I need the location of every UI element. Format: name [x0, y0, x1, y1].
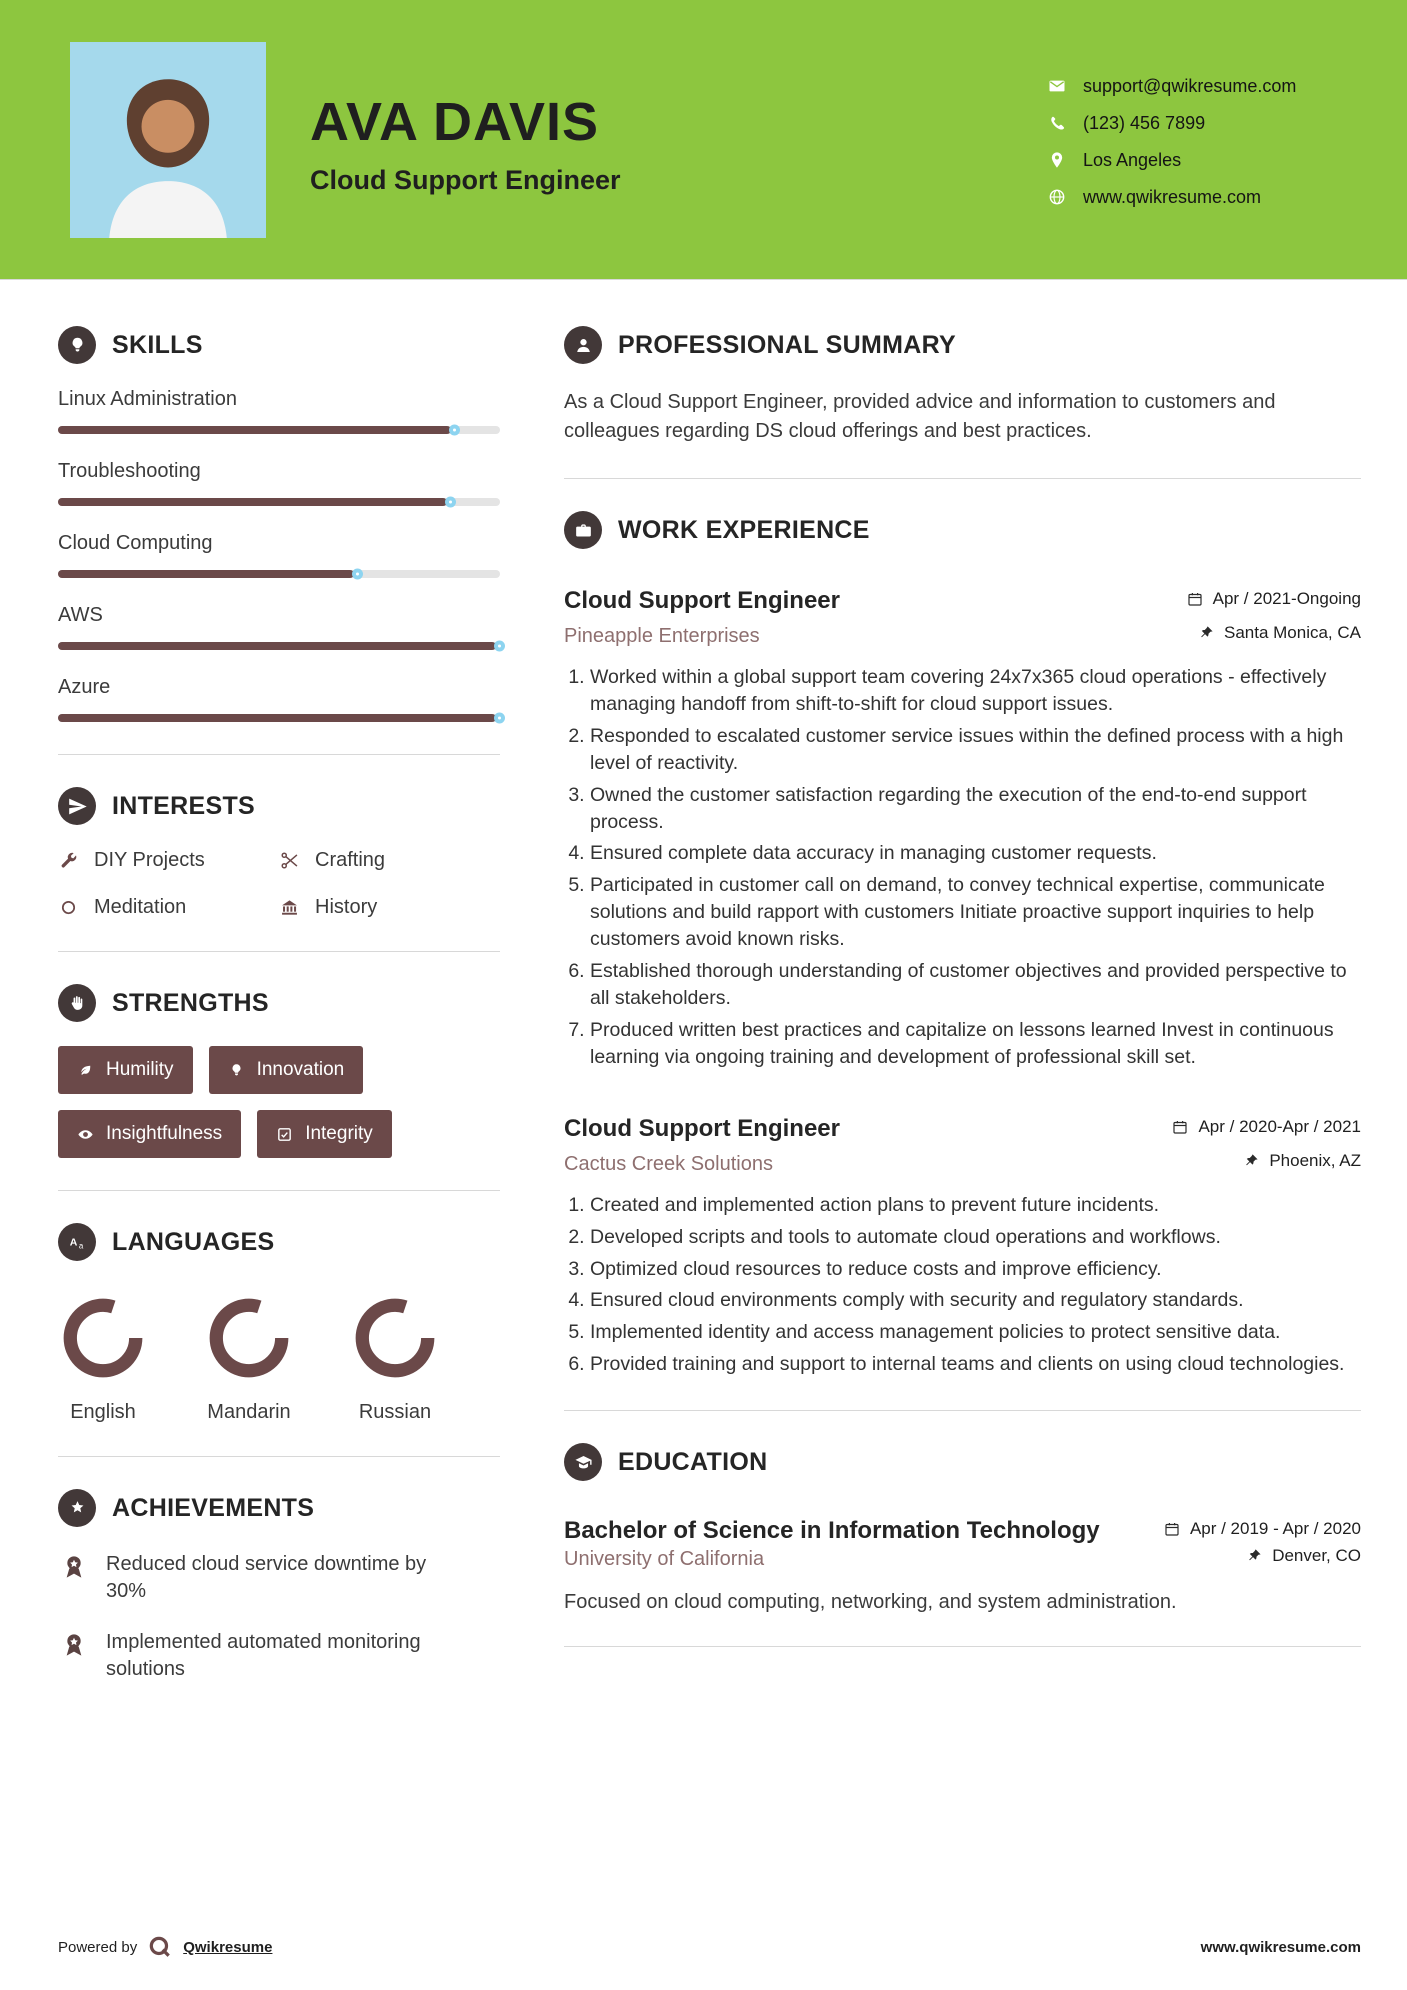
divider	[58, 1190, 500, 1191]
strengths-title: STRENGTHS	[112, 988, 269, 1017]
graduation-cap-icon	[564, 1443, 602, 1481]
job-company: Cactus Creek Solutions	[564, 1152, 773, 1175]
museum-icon	[279, 897, 300, 918]
job-location-text: Santa Monica, CA	[1223, 623, 1361, 642]
education-title: EDUCATION	[618, 1447, 768, 1476]
interest-item	[279, 896, 500, 919]
divider	[58, 754, 500, 755]
raised-hand-icon	[58, 984, 96, 1022]
skill-bar-knob	[494, 641, 505, 652]
interests-list	[58, 849, 500, 919]
language-name: Russian	[358, 1401, 432, 1423]
languages-list	[58, 1285, 500, 1424]
job-bullet: 5. Participated in customer call on demand, to convey technical expertise, communicate solutions and build rapport with customers Initiate proactive support inquiries to help customers avoid known risks.	[590, 872, 1361, 953]
job-bullet: 3. Optimized cloud resources to reduce costs and improve efficiency.	[590, 1256, 1361, 1283]
skills-list	[58, 388, 500, 722]
strength-label: Integrity	[305, 1123, 373, 1144]
contact-phone-text: (123) 456 7899	[1083, 112, 1206, 133]
svg-text:a: a	[78, 1241, 83, 1251]
job-entry	[564, 1101, 1361, 1378]
brand-link[interactable]: Qwikresume	[183, 1938, 273, 1956]
skill-bar-knob	[445, 497, 456, 508]
achievement-text: Implemented automated monitoring solutions	[106, 1631, 421, 1680]
interest-item	[279, 849, 500, 872]
education-location-text: Denver, CO	[1272, 1546, 1361, 1566]
skill-item	[58, 388, 500, 434]
skill-bar-track	[58, 498, 500, 506]
eye-icon	[77, 1126, 94, 1143]
lightbulb-icon	[228, 1062, 245, 1079]
body-columns	[0, 280, 1407, 1707]
language-donut-arc	[70, 1305, 135, 1370]
job-bullet: 2. Developed scripts and tools to automate cloud operations and workflows.	[590, 1224, 1361, 1251]
strength-label: Humility	[106, 1059, 174, 1080]
language-name: Mandarin	[207, 1401, 291, 1423]
job-location-text: Phoenix, AZ	[1269, 1150, 1361, 1170]
job-bullet: 1. Worked within a global support team covering 24x7x365 cloud operations - effectively managing handoff from shift-to-shift for cloud support issues.	[590, 664, 1361, 718]
person-name: AVA DAVIS	[310, 92, 600, 152]
skill-bar-knob	[449, 425, 460, 436]
interest-item	[58, 849, 279, 872]
profile-photo	[70, 42, 266, 238]
leaf-icon	[77, 1062, 94, 1079]
contact-website[interactable]	[1047, 187, 1347, 208]
summary-title: PROFESSIONAL SUMMARY	[618, 330, 956, 359]
education-dates	[1163, 1519, 1361, 1539]
job-location	[1242, 1151, 1361, 1171]
section-skills	[58, 326, 500, 722]
job-bullets	[564, 1192, 1361, 1378]
profile-photo-image	[70, 42, 266, 238]
skill-name: Cloud Computing	[58, 532, 213, 554]
interest-label: Meditation	[94, 896, 187, 918]
skill-item	[58, 676, 500, 722]
skill-bar-track	[58, 642, 500, 650]
skill-bar-fill	[58, 426, 451, 434]
education-dates-text: Apr / 2019 - Apr / 2020	[1189, 1519, 1361, 1539]
divider	[564, 1646, 1361, 1647]
header	[0, 0, 1407, 280]
calendar-icon	[1171, 1118, 1189, 1136]
location-pin-icon	[1047, 150, 1067, 170]
achievements-title: ACHIEVEMENTS	[112, 1493, 315, 1522]
strength-chip	[58, 1046, 193, 1094]
job-role: Cloud Support Engineer	[564, 1114, 840, 1142]
job-location	[1197, 623, 1361, 643]
language-item	[204, 1293, 294, 1424]
identity-block	[310, 83, 1003, 196]
achievements-list	[58, 1551, 500, 1683]
star-badge-icon	[58, 1489, 96, 1527]
language-item	[58, 1293, 148, 1424]
contact-website-text: www.qwikresume.com	[1083, 186, 1262, 207]
medal-icon	[58, 1551, 90, 1605]
globe-icon	[1047, 187, 1067, 207]
phone-icon	[1047, 113, 1067, 133]
language-donut-arc	[362, 1305, 427, 1370]
strengths-list	[58, 1046, 500, 1158]
section-interests	[58, 787, 500, 919]
header-job-title: Cloud Support Engineer	[310, 165, 621, 195]
ring-icon	[58, 897, 79, 918]
section-experience	[564, 511, 1361, 1378]
section-languages	[58, 1223, 500, 1424]
skill-bar-track	[58, 426, 500, 434]
skill-item	[58, 460, 500, 506]
skill-name: Azure	[58, 676, 111, 698]
strength-chip	[257, 1110, 392, 1158]
skill-bar-knob	[494, 713, 505, 724]
job-bullet: 6. Provided training and support to internal teams and clients on using cloud technologies.	[590, 1351, 1361, 1378]
contact-list	[1047, 72, 1347, 208]
footer-site-link[interactable]: www.qwikresume.com	[1200, 1938, 1361, 1956]
achievement-item	[58, 1551, 438, 1605]
strength-chip	[58, 1110, 241, 1158]
pushpin-icon	[1197, 624, 1215, 642]
skill-bar-fill	[58, 498, 447, 506]
experience-title: WORK EXPERIENCE	[618, 515, 870, 544]
language-donut-arc	[216, 1305, 281, 1370]
job-dates-text: Apr / 2020-Apr / 2021	[1198, 1116, 1361, 1136]
contact-location[interactable]	[1047, 150, 1347, 171]
pushpin-icon	[1245, 1547, 1263, 1565]
contact-email-text: support@qwikresume.com	[1083, 75, 1297, 96]
interest-label: Crafting	[315, 849, 386, 871]
job-dates	[1186, 589, 1361, 609]
lightbulb-icon	[58, 326, 96, 364]
divider	[58, 1456, 500, 1457]
wrench-icon	[58, 850, 79, 871]
section-summary	[564, 326, 1361, 446]
language-donut-chart	[350, 1293, 440, 1383]
strength-label: Innovation	[256, 1059, 345, 1080]
job-company: Pineapple Enterprises	[564, 625, 760, 647]
job-bullet: 4. Ensured cloud environments comply with security and regulatory standards.	[590, 1287, 1361, 1314]
contact-location-text: Los Angeles	[1083, 149, 1182, 170]
achievement-text: Reduced cloud service downtime by 30%	[106, 1553, 427, 1602]
skill-item	[58, 532, 500, 578]
interest-item	[58, 896, 279, 919]
skill-bar-track	[58, 570, 500, 578]
qwikresume-logo-icon	[147, 1934, 173, 1960]
medal-icon	[58, 1629, 90, 1683]
languages-title: LANGUAGES	[112, 1227, 275, 1256]
calendar-icon	[1163, 1520, 1181, 1538]
job-entry	[564, 573, 1361, 1071]
translate-icon	[58, 1223, 96, 1261]
skill-bar-track	[58, 714, 500, 722]
skill-bar-fill	[58, 570, 354, 578]
calendar-icon	[1186, 590, 1204, 608]
section-education	[564, 1443, 1361, 1614]
language-name: English	[70, 1401, 136, 1423]
interests-title: INTERESTS	[112, 791, 255, 820]
section-achievements	[58, 1489, 500, 1683]
right-column	[564, 326, 1361, 1707]
skill-name: AWS	[58, 604, 103, 626]
footer	[58, 1934, 1361, 1960]
job-bullet: 7. Produced written best practices and capitalize on lessons learned Invest in continuous learning via ongoing training and development of professional skill set.	[590, 1017, 1361, 1071]
scissors-icon	[279, 850, 300, 871]
achievement-item	[58, 1629, 438, 1683]
job-bullets	[564, 664, 1361, 1071]
summary-text: As a Cloud Support Engineer, provided advice and information to customers and colleagues regarding DS cloud offerings and best practices.	[564, 391, 1276, 442]
contact-phone[interactable]	[1047, 113, 1347, 134]
divider	[58, 951, 500, 952]
language-donut-chart	[204, 1293, 294, 1383]
contact-email[interactable]	[1047, 76, 1347, 97]
email-icon	[1047, 76, 1067, 96]
section-strengths	[58, 984, 500, 1158]
skill-item	[58, 604, 500, 650]
job-bullet: 2. Responded to escalated customer service issues within the defined process with a high level of reactivity.	[590, 723, 1361, 777]
svg-text:A: A	[69, 1236, 77, 1249]
powered-by-block	[58, 1934, 272, 1960]
job-bullet: 6. Established thorough understanding of customer objectives and provided perspective to all stakeholders.	[590, 958, 1361, 1012]
job-bullet: 3. Owned the customer satisfaction regarding the execution of the end-to-end support process.	[590, 782, 1361, 836]
job-dates-text: Apr / 2021-Ongoing	[1212, 589, 1361, 608]
divider	[564, 1410, 1361, 1411]
job-dates	[1171, 1117, 1361, 1137]
job-bullet: 1. Created and implemented action plans to prevent future incidents.	[590, 1192, 1361, 1219]
interest-label: DIY Projects	[94, 849, 205, 871]
education-school: University of California	[564, 1548, 765, 1571]
skill-bar-fill	[58, 714, 496, 722]
job-bullet: 4. Ensured complete data accuracy in managing customer requests.	[590, 840, 1361, 867]
left-column	[58, 326, 500, 1707]
education-degree: Bachelor of Science in Information Technology	[564, 1517, 1100, 1545]
pushpin-icon	[1242, 1152, 1260, 1170]
powered-by-text: Powered by	[58, 1938, 138, 1956]
job-role: Cloud Support Engineer	[564, 587, 840, 614]
checkbox-icon	[276, 1126, 293, 1143]
paper-plane-icon	[58, 787, 96, 825]
skill-bar-knob	[352, 569, 363, 580]
skill-bar-fill	[58, 642, 496, 650]
education-note: Focused on cloud computing, networking, and system administration.	[564, 1591, 1177, 1614]
strength-chip	[209, 1046, 364, 1094]
divider	[564, 478, 1361, 479]
person-icon	[564, 326, 602, 364]
skill-name: Troubleshooting	[58, 460, 201, 482]
language-item	[350, 1293, 440, 1424]
interest-label: History	[315, 896, 378, 918]
job-bullet: 5. Implemented identity and access management policies to protect sensitive data.	[590, 1319, 1361, 1346]
briefcase-icon	[564, 511, 602, 549]
language-donut-chart	[58, 1293, 148, 1383]
skill-name: Linux Administration	[58, 388, 237, 410]
strength-label: Insightfulness	[106, 1123, 223, 1144]
skills-title: SKILLS	[112, 330, 203, 359]
education-location	[1245, 1546, 1361, 1566]
